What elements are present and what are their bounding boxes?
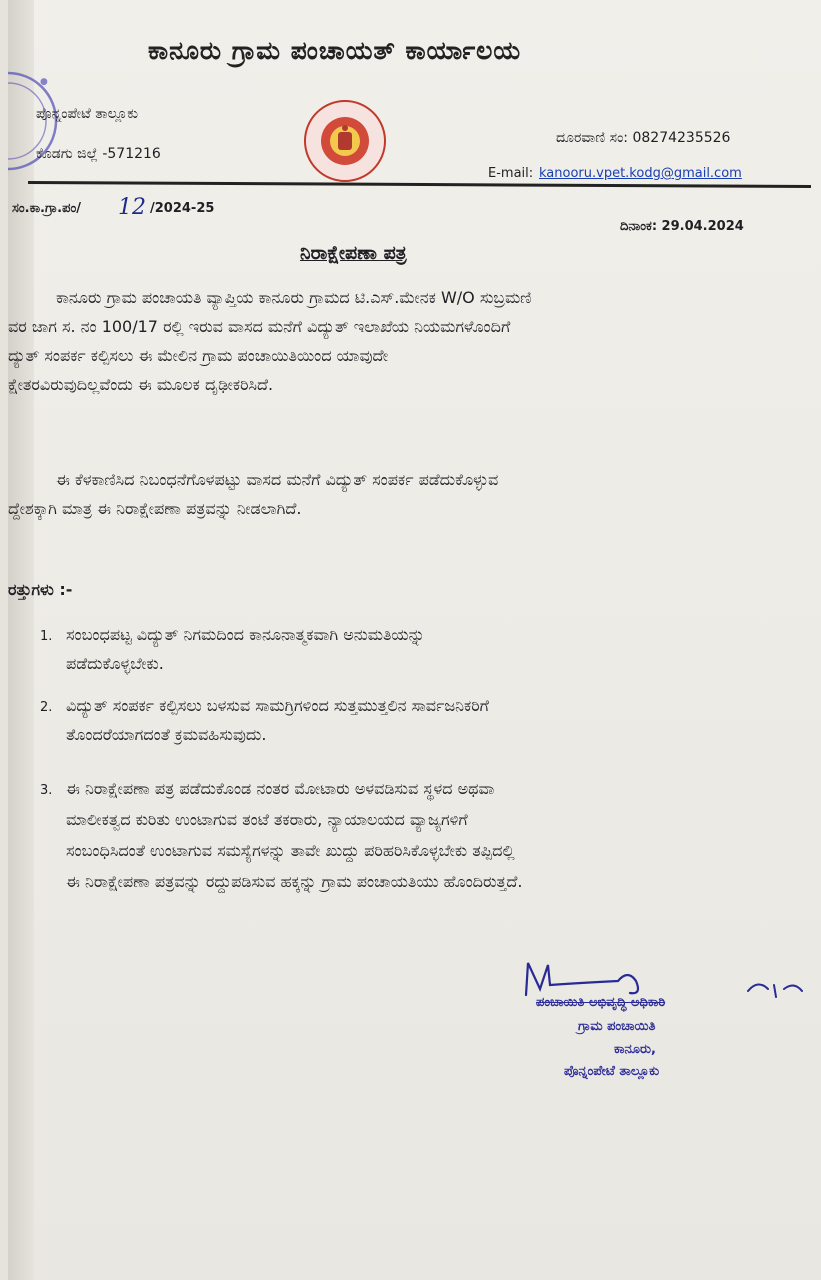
condition-item-3 [40, 773, 522, 897]
paragraph-2 [8, 465, 498, 523]
email-label: E-mail: [488, 166, 534, 181]
paragraph-line: ವರ ಜಾಗ ಸ. ನಂ 100/17 ರಲ್ಲಿ ಇರುವ ವಾಸದ ಮನೆಗೆ ವಿದ್ಯುತ್ ಇಲಾಖೆಯ ನಿಯಮಗಳೊಂದಿಗೆ [8, 317, 511, 336]
paragraph-line: ಕ್ಷೇತರವಿರುವುದಿಲ್ಲವೆಂದು ಈ ಮೂಲಕ ದೃಢೀಕರಿಸಿದೆ. [8, 375, 274, 394]
signatory-designation: ಪಂಚಾಯಿತಿ ಅಭಿವೃದ್ಧಿ ಅಧಿಕಾರಿ [536, 995, 666, 1010]
paragraph-line: ದ್ದೇಶಕ್ಕಾಗಿ ಮಾತ್ರ ಈ ನಿರಾಕ್ಷೇಪಣಾ ಪತ್ರವನ್ನು ನೀಡಲಾಗಿದೆ. [8, 499, 302, 518]
taluk-text: ಪೊನ್ನಂಪೇಟೆ ತಾಲ್ಲೂಕು [36, 106, 139, 122]
handwritten-signature [518, 955, 818, 1025]
condition-number: 2. [40, 700, 53, 715]
paragraph-line: ದ್ಯುತ್ ಸಂಪರ್ಕ ಕಲ್ಪಿಸಲು ಈ ಮೇಲಿನ ಗ್ರಾಮ ಪಂಚಾಯಿತಿಯಿಂದ ಯಾವುದೇ [8, 346, 389, 365]
condition-line: ವಿದ್ಯುತ್ ಸಂಪರ್ಕ ಕಲ್ಪಿಸಲು ಬಳಸುವ ಸಾಮಗ್ರಿಗಳಿಂದ ಸುತ್ತಮುತ್ತಲಿನ ಸಾರ್ವಜನಿಕರಿಗೆ [66, 696, 489, 715]
condition-line: ಮಾಲೀಕತ್ವದ ಕುರಿತು ಉಂಟಾಗುವ ತಂಟೆ ತಕರಾರು, ನ್ಯಾಯಾಲಯದ ವ್ಯಾಜ್ಯಗಳಿಗೆ [66, 810, 468, 829]
conditions-heading: ರತ್ತುಗಳು :- [8, 580, 73, 599]
document-title: ನಿರಾಕ್ಷೇಪಣಾ ಪತ್ರ [300, 242, 407, 264]
condition-line: ಪಡೆದುಕೊಳ್ಳಬೇಕು. [66, 654, 164, 673]
reference-year: /2024-25 [150, 201, 215, 216]
document-page [8, 0, 821, 1280]
condition-line: ಈ ನಿರಾಕ್ಷೇಪಣಾ ಪತ್ರವನ್ನು ರದ್ದುಪಡಿಸುವ ಹಕ್ಕನ್ನು ಗ್ರಾಮ ಪಂಚಾಯತಿಯು ಹೊಂದಿರುತ್ತದೆ. [66, 872, 523, 891]
signatory-village: ಕಾನೂರು, [614, 1042, 656, 1057]
district-pincode-text: ಕೊಡಗು ಜಿಲ್ಲೆ -571216 [36, 146, 161, 162]
paragraph-line: ಈ ಕೆಳಕಾಣಿಸಿದ ನಿಬಂಧನೆಗೊಳಪಟ್ಟು ವಾಸದ ಮನೆಗೆ ವಿದ್ಯುತ್ ಸಂಪರ್ಕ ಪಡೆದುಕೊಳ್ಳುವ [56, 470, 499, 489]
condition-line: ಈ ನಿರಾಕ್ಷೇಪಣಾ ಪತ್ರ ಪಡೆದುಕೊಂಡ ನಂತರ ಮೋಟಾರು ಅಳವಡಿಸುವ ಸ್ಥಳದ ಅಥವಾ [66, 779, 495, 798]
letter-date: ದಿನಾಂಕ: 29.04.2024 [620, 219, 744, 234]
signatory-panchayat: ಗ್ರಾಮ ಪಂಚಾಯಿತಿ [578, 1019, 656, 1034]
svg-text:●: ● [40, 77, 48, 87]
condition-line: ತೊಂದರೆಯಾಗದಂತೆ ಕ್ರಮವಹಿಸುವುದು. [66, 725, 267, 744]
paper-edge [8, 0, 34, 1280]
condition-item-2 [40, 691, 489, 749]
paragraph-line: ಕಾನೂರು ಗ್ರಾಮ ಪಂಚಾಯತಿ ವ್ಯಾಪ್ತಿಯ ಕಾನೂರು ಗ್ರಾಮದ ಟಿ.ಎಸ್.ಮೇನಕ W/O ಸುಬ್ರಮಣಿ [56, 288, 532, 307]
karnataka-emblem-icon [302, 98, 388, 184]
condition-line: ಸಂಬಂಧಿಸಿದಂತೆ ಉಂಟಾಗುವ ಸಮಸ್ಯೆಗಳನ್ನು ತಾವೇ ಖುದ್ದು ಪರಿಹರಿಸಿಕೊಳ್ಳಬೇಕು ತಪ್ಪಿದಲ್ಲಿ [66, 841, 515, 860]
condition-number: 3. [40, 783, 53, 798]
signatory-taluk: ಪೊನ್ನಂಪೇಟೆ ತಾಲ್ಲೂಕು [564, 1064, 660, 1079]
reference-number: 12 [118, 195, 146, 220]
condition-item-1 [40, 620, 425, 678]
condition-line: ಸಂಬಂಧಪಟ್ಟ ವಿದ್ಯುತ್ ನಿಗಮದಿಂದ ಕಾನೂನಾತ್ಮಕವಾಗಿ ಅನುಮತಿಯನ್ನು [66, 625, 425, 644]
condition-number: 1. [40, 629, 53, 644]
email-link[interactable]: kanooru.vpet.kodg@gmail.com [539, 166, 742, 181]
office-title: ಕಾನೂರು ಗ್ರಾಮ ಪಂಚಾಯತ್ ಕಾರ್ಯಾಲಯ [148, 36, 522, 65]
reference-prefix: ಸಂ.ಕಾ.ಗ್ರಾ.ಪಂ/ [12, 201, 81, 216]
paragraph-1 [8, 283, 532, 399]
phone-number: ದೂರವಾಣಿ ಸಂ: 08274235526 [556, 130, 731, 146]
header-divider [28, 181, 811, 188]
